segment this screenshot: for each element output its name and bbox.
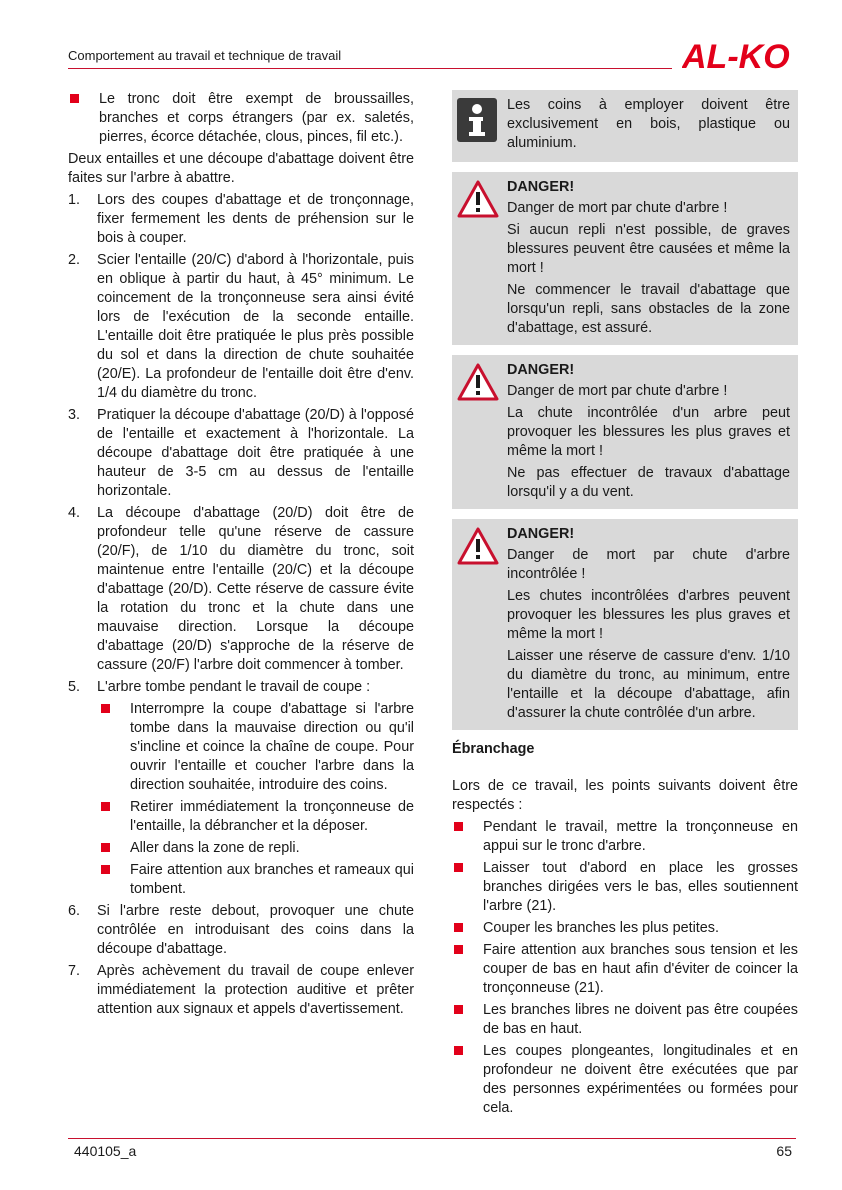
intro-paragraph: Deux entailles et une découpe d'abattage doivent être faites sur l'arbre à abattre. xyxy=(68,151,414,186)
step-item: 2. Scier l'entaille (20/C) d'abord à l'horizontale, puis en oblique à partir du haut, à 45° minimum. Le coincement de la tronçonneuse sera ainsi évité lors de l'exécution de la seconde entaille. L'entaille doit être pratiquée le plus près possible du sol et dans la direction de chute souhaitée (20/E). La profondeur de l'entaille doit être d'env. 1/4 du diamètre du tronc. xyxy=(68,252,414,401)
info-box xyxy=(452,90,798,162)
danger-box: DANGER! Danger de mort par chute d'arbre ! Si aucun repli n'est possible, de graves blessures peuvent être causées et même la mort ! Ne commencer le travail d'abattage que lorsqu'un repli, sans obstacles de la zone d'abattage, est assuré. xyxy=(452,172,798,345)
right-column xyxy=(452,90,798,1121)
sub-list-item: Retirer immédiatement la tronçonneuse de l'entaille, la débrancher et la déposer. xyxy=(99,798,414,836)
alko-logo xyxy=(682,38,800,72)
info-icon xyxy=(457,98,497,142)
warning-triangle-icon xyxy=(457,363,499,401)
bullet-square-icon xyxy=(101,865,110,874)
left-column xyxy=(68,90,414,1022)
section-title: Ébranchage xyxy=(452,741,535,757)
danger-box: DANGER! Danger de mort par chute d'arbre ! La chute incontrôlée d'un arbre peut provoquer les blessures les plus graves et même la mort ! Ne pas effectuer de travaux d'abattage lorsqu'il y a du vent. xyxy=(452,355,798,509)
bullet-square-icon xyxy=(70,94,79,103)
bullet-square-icon xyxy=(454,923,463,932)
page-number: 65 xyxy=(776,1143,792,1159)
bullet-square-icon xyxy=(454,1046,463,1055)
running-header: Comportement au travail et technique de travail xyxy=(68,48,342,63)
list-item: Couper les branches les plus petites. xyxy=(452,919,798,938)
bullet-square-icon xyxy=(454,945,463,954)
bullet-square-icon xyxy=(101,802,110,811)
sub-list-item: Faire attention aux branches et rameaux qui tombent. xyxy=(99,861,414,899)
sub-list-item: Aller dans la zone de repli. xyxy=(99,839,414,858)
danger-title: DANGER! xyxy=(507,362,575,378)
bullet-square-icon xyxy=(454,822,463,831)
warning-triangle-icon xyxy=(457,180,499,218)
list-item: Faire attention aux branches sous tension et les couper de bas en haut afin d'éviter de coincer la tronçonneuse (21). xyxy=(452,941,798,998)
section-intro: Lors de ce travail, les points suivants doivent être respectés : xyxy=(452,778,798,813)
step-item: 6. Si l'arbre reste debout, provoquer une chute contrôlée en introduisant des coins dans la découpe d'abattage. xyxy=(68,903,414,957)
step-item: 5. L'arbre tombe pendant le travail de coupe : xyxy=(68,679,371,695)
header-rule xyxy=(68,68,672,69)
sub-list-item: Interrompre la coupe d'abattage si l'arbre tombe dans la mauvaise direction ou qu'il s'incline et coince la chaîne de coupe. Pour ouvrir l'entaille et coucher l'arbre dans la direction souhaitée, introduire des coins. xyxy=(99,700,414,795)
list-item: Pendant le travail, mettre la tronçonneuse en appui sur le tronc d'arbre. xyxy=(452,818,798,856)
info-text: Les coins à employer doivent être exclusivement en bois, plastique ou aluminium. xyxy=(507,97,790,151)
danger-title: DANGER! xyxy=(507,179,575,195)
list-item: Laisser tout d'abord en place les grosses branches dirigées vers le bas, elles soutiennent l'arbre (21). xyxy=(452,859,798,916)
bullet-square-icon xyxy=(101,704,110,713)
doc-number: 440105_a xyxy=(74,1143,137,1159)
step-item: 4. La découpe d'abattage (20/D) doit être de profondeur telle qu'une réserve de cassure (20/F), de 1/10 du diamètre du tronc, soit maintenue entre l'entaille (20/C) et la découpe d'abattage (20/D). Cette réserve de cassure évite la rotation du tronc et la chute dans une mauvaise direction. Lorsque la découpe d'abattage (20/D) s'approche de la réserve de cassure (20/F) l'arbre doit commencer à tomber. xyxy=(68,505,414,673)
list-item: Les coupes plongeantes, longitudinales et en profondeur ne doivent être exécutées que par des personnes expérimentées ou formées pour cela. xyxy=(452,1042,798,1118)
step-item: 3. Pratiquer la découpe d'abattage (20/D) à l'opposé de l'entaille et exactement à l'horizontale. La découpe d'abattage doit être pratiquée à une hauteur de 3-5 cm au dessus de l'entaille horizontale. xyxy=(68,407,414,499)
footer-rule xyxy=(68,1138,796,1139)
warning-triangle-icon xyxy=(457,527,499,565)
logo-text: AL-KO xyxy=(682,38,790,72)
list-item xyxy=(68,90,414,147)
bullet-square-icon xyxy=(101,843,110,852)
bullet-square-icon xyxy=(454,1005,463,1014)
list-item: Les branches libres ne doivent pas être coupées de bas en haut. xyxy=(452,1001,798,1039)
danger-title: DANGER! xyxy=(507,526,575,542)
bullet-text: Le tronc doit être exempt de broussailles, branches et corps étrangers (par ex. saletés, pierres, écorce détachée, clous, pinces, fil etc.). xyxy=(99,91,414,145)
danger-box: DANGER! Danger de mort par chute d'arbre incontrôlée ! Les chutes incontrôlées d'arbres peuvent provoquer les blessures les plus graves et même la mort ! Laisser une réserve de cassure d'env. 1/10 du diamètre du tronc, au minimum, entre l'entaille et la découpe d'abattage, afin d'assurer la chute contrôlée d'un arbre. xyxy=(452,519,798,730)
step-item: 7. Après achèvement du travail de coupe enlever immédiatement la protection auditive et prêter attention aux signaux et appels d'avertissement. xyxy=(68,963,414,1017)
step-item: 1. Lors des coupes d'abattage et de tronçonnage, fixer fermement les dents de préhension sur le bois à couper. xyxy=(68,192,414,246)
bullet-square-icon xyxy=(454,863,463,872)
